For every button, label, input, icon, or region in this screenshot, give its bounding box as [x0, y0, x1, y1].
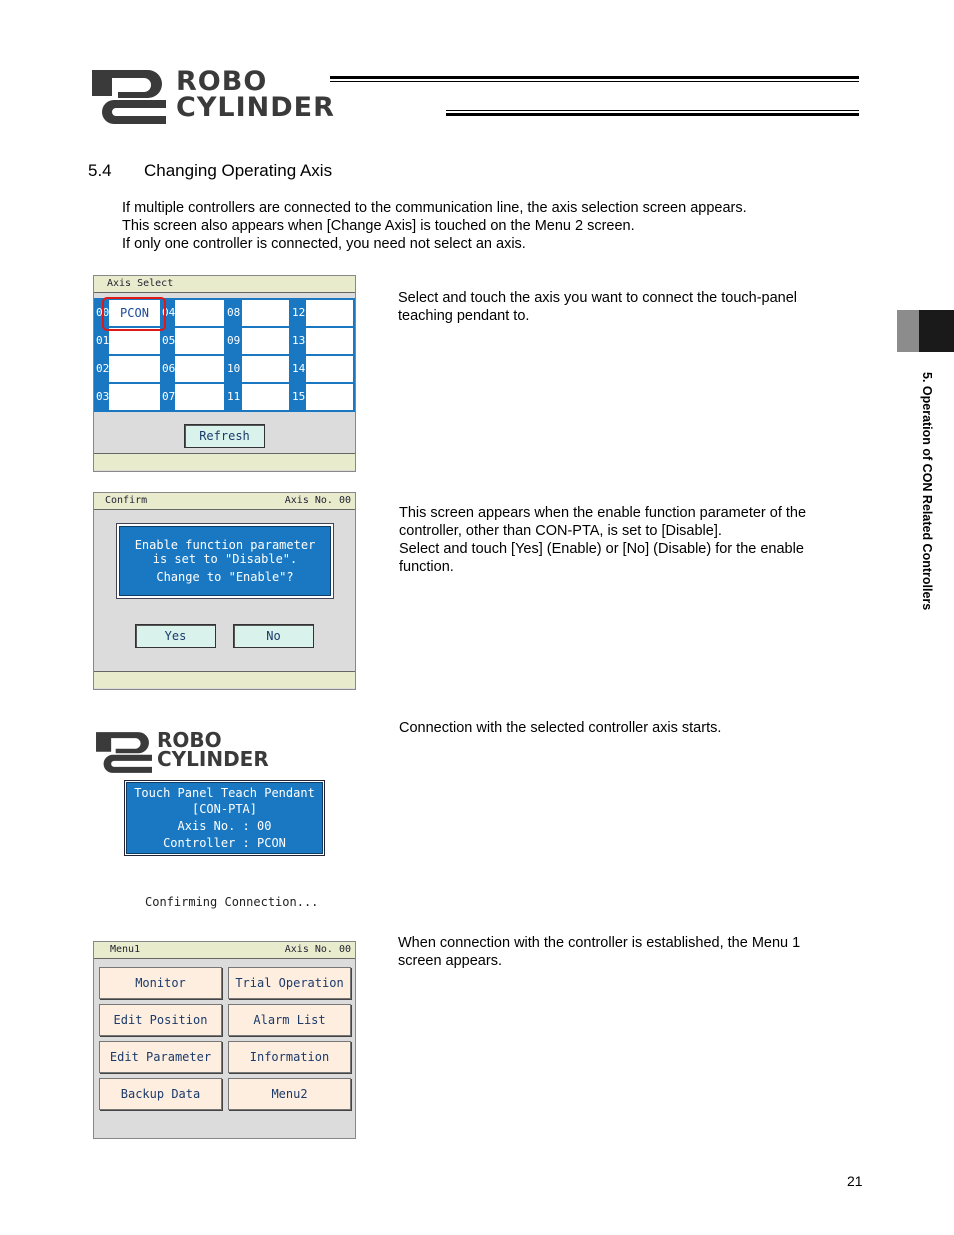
- intro-paragraph: [122, 199, 747, 253]
- axis-label: 09: [227, 334, 241, 347]
- axis-button-08[interactable]: [242, 300, 289, 326]
- confirm-message-box: [119, 526, 331, 596]
- intro-line: If only one controller is connected, you need not select an axis.: [122, 236, 526, 252]
- screen-titlebar: [94, 942, 355, 959]
- header-rule-bottom-thick: [446, 113, 859, 116]
- backup-data-button[interactable]: Backup Data: [99, 1078, 222, 1110]
- alarm-list-button[interactable]: Alarm List: [228, 1004, 351, 1036]
- axis-label: 11: [227, 390, 241, 403]
- description-line: Select and touch [Yes] (Enable) or [No] (Disable) for the enable: [399, 541, 804, 557]
- description-line: teaching pendant to.: [398, 308, 530, 324]
- screen4-description: [398, 934, 800, 970]
- screen-footbar: [94, 671, 355, 688]
- menu1-screen: [93, 941, 356, 1139]
- connecting-screen: [93, 725, 356, 915]
- edit-parameter-button[interactable]: Edit Parameter: [99, 1041, 222, 1073]
- description-line: Select and touch the axis you want to connect the touch-panel: [398, 290, 798, 306]
- intro-line: This screen also appears when [Change Axis] is touched on the Menu 2 screen.: [122, 218, 635, 234]
- description-line: screen appears.: [398, 953, 502, 969]
- axis-label: 04: [162, 306, 176, 319]
- logo-line1: ROBO: [157, 728, 222, 752]
- axis-button-14[interactable]: [306, 356, 353, 382]
- axis-button-06[interactable]: [175, 356, 224, 382]
- axis-button-15[interactable]: [306, 384, 353, 410]
- axis-label: 15: [292, 390, 306, 403]
- page-number: 21: [847, 1173, 863, 1189]
- screen-title: Confirm: [105, 495, 148, 506]
- axis-button-11[interactable]: [242, 384, 289, 410]
- information-button[interactable]: Information: [228, 1041, 351, 1073]
- yes-button[interactable]: Yes: [135, 624, 216, 648]
- description-line: Connection with the selected controller axis starts.: [399, 720, 722, 736]
- screen-titlebar: [94, 493, 355, 510]
- trial-operation-button[interactable]: Trial Operation: [228, 967, 351, 999]
- axis-button-00[interactable]: PCON: [109, 300, 160, 326]
- axis-select-screen: [93, 275, 356, 472]
- pendant-info-box: [126, 782, 323, 854]
- section-title: Changing Operating Axis: [144, 161, 333, 180]
- axis-label: 03: [96, 390, 110, 403]
- side-tab-marker: [919, 310, 954, 352]
- header-rule-bottom: [446, 110, 859, 111]
- chapter-side-label: 5. Operation of CON Related Controllers: [920, 372, 934, 611]
- info-line: Controller : PCON: [163, 836, 286, 850]
- message-line: is set to "Disable".: [152, 552, 298, 566]
- axis-label: 06: [162, 362, 176, 375]
- description-line: This screen appears when the enable function parameter of the: [399, 505, 807, 521]
- rc-logo-icon: [88, 66, 170, 124]
- axis-button-12[interactable]: [306, 300, 353, 326]
- logo-line2: CYLINDER: [176, 92, 335, 123]
- intro-line: If multiple controllers are connected to the communication line, the axis selection screen appears.: [122, 200, 747, 216]
- screen-title: Menu1: [110, 944, 141, 955]
- description-line: controller, other than CON-PTA, is set to [Disable].: [399, 523, 722, 539]
- axis-button-10[interactable]: [242, 356, 289, 382]
- message-line: Enable function parameter: [134, 538, 316, 552]
- screen1-description: [398, 289, 797, 325]
- menu2-button[interactable]: Menu2: [228, 1078, 351, 1110]
- header-logo: [88, 66, 438, 124]
- no-button[interactable]: No: [233, 624, 314, 648]
- axis-label: 05: [162, 334, 176, 347]
- monitor-button[interactable]: Monitor: [99, 967, 222, 999]
- edit-position-button[interactable]: Edit Position: [99, 1004, 222, 1036]
- header-rule-top-thin: [330, 81, 859, 82]
- info-line: Touch Panel Teach Pendant: [134, 786, 315, 800]
- axis-button-09[interactable]: [242, 328, 289, 354]
- axis-label: 00: [96, 306, 110, 319]
- header-rule-top: [330, 76, 859, 79]
- axis-number: Axis No. 00: [284, 495, 351, 506]
- refresh-button[interactable]: Refresh: [184, 424, 265, 448]
- selection-highlight: [102, 297, 166, 331]
- info-line: [CON-PTA]: [191, 802, 258, 816]
- axis-label: 08: [227, 306, 241, 319]
- logo-line2: CYLINDER: [157, 747, 269, 771]
- axis-label: 02: [96, 362, 110, 375]
- axis-button-03[interactable]: [109, 384, 160, 410]
- info-line: Axis No. : 00: [177, 819, 272, 833]
- screen-title: Axis Select: [107, 278, 174, 289]
- axis-label: 13: [292, 334, 306, 347]
- section-number: 5.4: [88, 161, 112, 180]
- axis-button-07[interactable]: [175, 384, 224, 410]
- screen2-description: [399, 504, 806, 576]
- confirm-screen: [93, 492, 356, 690]
- screen-footbar: [94, 453, 355, 470]
- axis-button-02[interactable]: [109, 356, 160, 382]
- axis-button-01[interactable]: [109, 328, 160, 354]
- axis-label: 10: [227, 362, 241, 375]
- screen-titlebar: [94, 276, 355, 293]
- axis-label: 07: [162, 390, 176, 403]
- connection-status: Confirming Connection...: [145, 895, 319, 909]
- description-line: function.: [399, 559, 454, 575]
- axis-button-13[interactable]: [306, 328, 353, 354]
- screen3-description: [399, 719, 721, 737]
- rc-logo-icon: [93, 728, 155, 774]
- axis-button-05[interactable]: [175, 328, 224, 354]
- axis-number: Axis No. 00: [284, 944, 351, 955]
- axis-label: 12: [292, 306, 306, 319]
- axis-label: 01: [96, 334, 110, 347]
- axis-label: 14: [292, 362, 306, 375]
- side-tab-marker-grey: [897, 310, 919, 352]
- description-line: When connection with the controller is established, the Menu 1: [398, 935, 801, 951]
- axis-button-04[interactable]: [175, 300, 224, 326]
- logo-line1: ROBO: [176, 66, 268, 97]
- message-line: Change to "Enable"?: [156, 570, 294, 584]
